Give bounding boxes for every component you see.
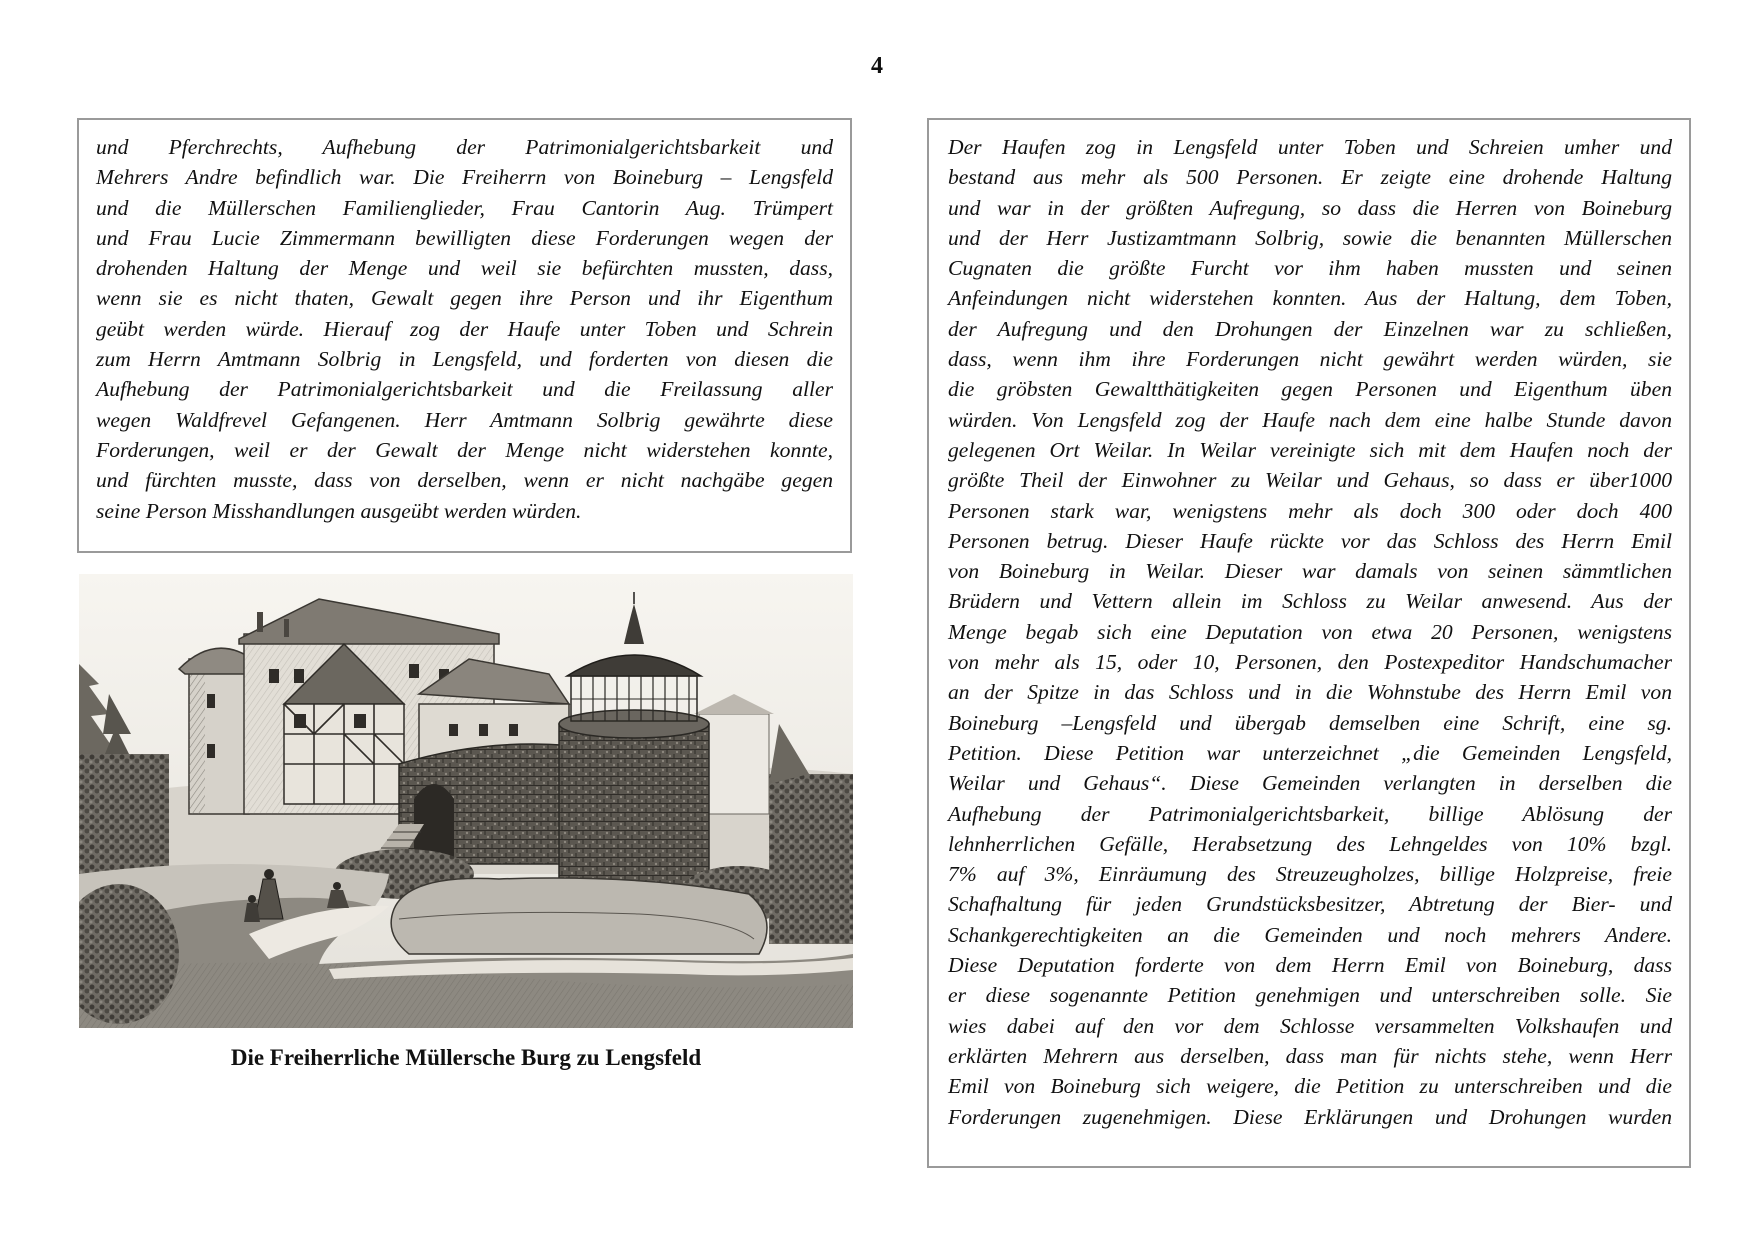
text-line: drohenden Haltung der Menge und weil sie befürchten mussten, dass, bbox=[96, 256, 833, 281]
text-line: und fürchten musste, dass von derselben, wenn er nicht nachgäbe gegen bbox=[96, 468, 833, 493]
text-line: bestand aus mehr als 500 Personen. Er zeigte eine drohende Haltung bbox=[948, 165, 1672, 190]
text-line: dass, wenn ihm ihre Forderungen nicht gewährt werden würden, sie bbox=[948, 347, 1672, 372]
text-line: Emil von Boineburg sich weigere, die Petition zu unterschreiben und die bbox=[948, 1074, 1672, 1099]
text-line: und die Müllerschen Familienglieder, Frau Cantorin Aug. Trümpert bbox=[96, 195, 833, 220]
text-line: Weilar und Gehaus“. Diese Gemeinden verlangten in derselben die bbox=[948, 771, 1672, 796]
text-line: und Frau Lucie Zimmermann bewilligten diese Forderungen wegen der bbox=[96, 225, 833, 250]
text-line: Menge begab sich eine Deputation von etwa 20 Personen, wenigstens bbox=[948, 619, 1672, 644]
text-line: Schankgerechtigkeiten an die Gemeinden und noch mehrers Andere. bbox=[948, 922, 1672, 947]
left-text-box bbox=[77, 118, 852, 553]
text-line: Anfeindungen nicht widerstehen konnten. Aus der Haltung, dem Toben, bbox=[948, 286, 1672, 311]
left-text-body bbox=[96, 132, 833, 526]
text-line: größte Theil der Einwohner zu Weilar und Gehaus, so dass er über1000 bbox=[948, 468, 1672, 493]
text-line: wenn sie es nicht thaten, Gewalt gegen ihre Person und ihr Eigenthum bbox=[96, 286, 833, 311]
page-number: 4 bbox=[871, 53, 883, 79]
text-line: 7% auf 3%, Einräumung des Streuzeugholzes, billige Holzpreise, freie bbox=[948, 862, 1672, 887]
text-line: Der Haufen zog in Lengsfeld unter Toben und Schreien umher und bbox=[948, 135, 1672, 159]
text-line: Diese Deputation forderte von dem Herrn Emil von Boineburg, dass bbox=[948, 953, 1672, 978]
text-line: von mehr als 15, oder 10, Personen, den Postexpeditor Handschumacher bbox=[948, 650, 1672, 675]
text-line: von Boineburg in Weilar. Dieser war damals von seinen sämmtlichen bbox=[948, 559, 1672, 584]
text-line: Aufhebung der Patrimonialgerichtsbarkeit und die Freilassung aller bbox=[96, 377, 833, 402]
text-line: zum Herrn Amtmann Solbrig in Lengsfeld, und forderten von diesen die bbox=[96, 347, 833, 372]
text-line: Personen stark war, wenigstens mehr als doch 300 oder doch 400 bbox=[948, 498, 1672, 523]
text-line: wies dabei auf den vor dem Schlosse versammelten Volkshaufen und bbox=[948, 1013, 1672, 1038]
text-line: geübt werden würde. Hierauf zog der Haufe unter Toben und Schrein bbox=[96, 316, 833, 341]
text-line: würden. Von Lengsfeld zog der Haufe nach dem eine halbe Stunde davon bbox=[948, 407, 1672, 432]
text-line: Cugnaten die größte Furcht vor ihm haben mussten und seinen bbox=[948, 256, 1672, 281]
text-line: Forderungen, weil er der Gewalt der Menge nicht widerstehen konnte, bbox=[96, 437, 833, 462]
text-line: Schafhaltung für jeden Grundstücksbesitzer, Abtretung der Bier- und bbox=[948, 892, 1672, 917]
right-text-box bbox=[927, 118, 1691, 1168]
text-line: seine Person Misshandlungen ausgeübt werden würden. bbox=[96, 498, 582, 523]
text-line: und war in der größten Aufregung, so dass die Herren von Boineburg bbox=[948, 195, 1672, 220]
text-line: lehnherrlichen Gefälle, Herabsetzung des Lehngeldes von 10% bzgl. bbox=[948, 831, 1672, 856]
text-line: Petition. Diese Petition war unterzeichnet „die Gemeinden Lengsfeld, bbox=[948, 740, 1672, 765]
text-line: Aufhebung der Patrimonialgerichtsbarkeit, billige Ablösung der bbox=[948, 801, 1672, 826]
text-line: an der Spitze in das Schloss und in die Wohnstube des Herrn Emil von bbox=[948, 680, 1672, 705]
text-line: die gröbsten Gewaltthätigkeiten gegen Personen und Eigenthum üben bbox=[948, 377, 1672, 402]
text-line: der Aufregung und den Drohungen der Einzelnen war zu schließen, bbox=[948, 316, 1672, 341]
text-line: Personen betrug. Dieser Haufe rückte vor das Schloss des Herrn Emil bbox=[948, 528, 1672, 553]
text-line: Mehrers Andre befindlich war. Die Freiherrn von Boineburg – Lengsfeld bbox=[96, 165, 833, 190]
text-line: wegen Waldfrevel Gefangenen. Herr Amtmann Solbrig gewährte diese bbox=[96, 407, 833, 432]
text-line: Forderungen zugenehmigen. Diese Erklärungen und Drohungen wurden bbox=[948, 1104, 1672, 1129]
castle-illustration bbox=[79, 574, 853, 1028]
right-text-body bbox=[948, 132, 1672, 1132]
text-line: und der Herr Justizamtmann Solbrig, sowie die benannten Müllerschen bbox=[948, 225, 1672, 250]
figure-caption: Die Freiherrliche Müllersche Burg zu Lengsfeld bbox=[230, 1045, 702, 1070]
text-line: erklärten Mehrern aus derselben, dass man für nichts stehe, wenn Herr bbox=[948, 1043, 1672, 1068]
text-line: Boineburg –Lengsfeld und übergab demselben eine Schrift, eine sg. bbox=[948, 710, 1672, 735]
text-line: und Pferchrechts, Aufhebung der Patrimonialgerichtsbarkeit und bbox=[96, 135, 833, 159]
text-line: gelegenen Ort Weilar. In Weilar vereinigte sich mit dem Haufen noch der bbox=[948, 437, 1672, 462]
text-line: Brüdern und Vettern allein im Schloss zu Weilar anwesend. Aus der bbox=[948, 589, 1672, 614]
text-line: er diese sogenannte Petition genehmigen und unterschreiben solle. Sie bbox=[948, 983, 1672, 1008]
